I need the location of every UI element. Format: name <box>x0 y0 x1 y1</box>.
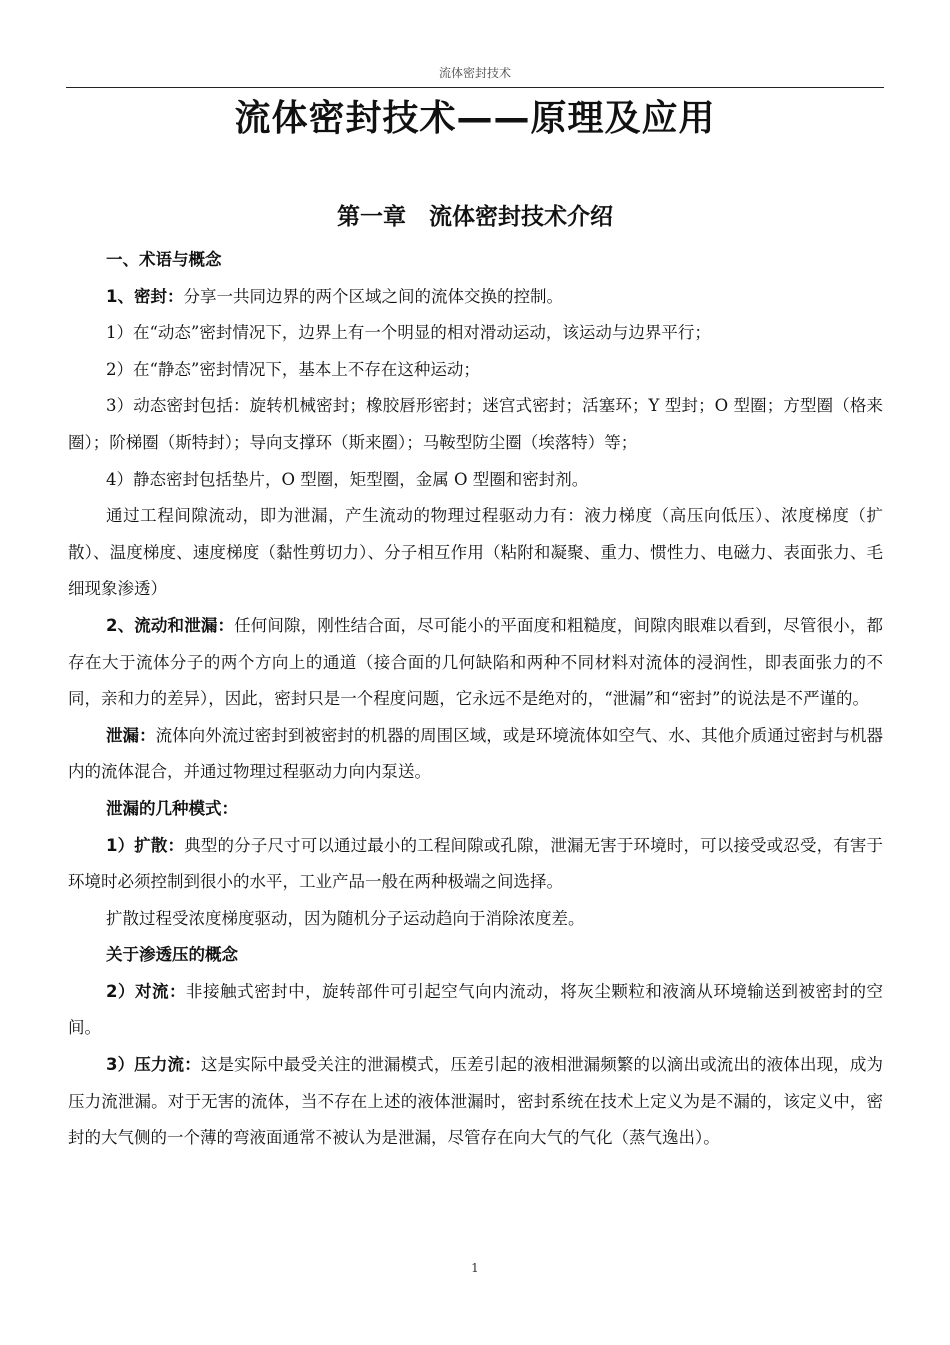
term-pressure-flow: 3）压力流： <box>106 1055 201 1075</box>
point-static: 2）在“静态”密封情况下，基本上不存在这种运动； <box>106 359 480 379</box>
point-dynamic: 1）在“动态”密封情况下，边界上有一个明显的相对滑动运动，该运动与边界平行； <box>106 323 711 343</box>
point-dynamic-types: 3）动态密封包括：旋转机械密封；橡胶唇形密封；迷宫式密封；活塞环；Y 型封；O 型圈；方型圈（格来圈）；阶梯圈（斯特封）；导向支撑环（斯来圈）；马鞍型防尘圈（埃落特）等； <box>68 396 883 452</box>
chapter-title: 第一章 流体密封技术介绍 <box>337 204 613 230</box>
pressure-flow-text: 这是实际中最受关注的泄漏模式，压差引起的液相泄漏频繁的以滴出或流出的液体出现，成为压力流泄漏。对于无害的流体，当不存在上述的液体泄漏时，密封系统在技术上定义为是不漏的，该定义中，密封的大气侧的一个薄的弯液面通常不被认为是泄漏，尽管存在向大气的气化（蒸气逸出）。 <box>68 1055 884 1148</box>
point-static-types: 4）静态密封包括垫片，O 型圈，矩型圈，金属 O 型圈和密封剂。 <box>106 469 589 489</box>
seal-definition: 分享一共同边界的两个区域之间的流体交换的控制。 <box>183 286 563 306</box>
term-diffusion: 1）扩散： <box>106 835 185 855</box>
diffusion-text: 典型的分子尺寸可以通过最小的工程间隙或孔隙，泄漏无害于环境时，可以接受或忍受，有害于环境时必须控制到很小的水平，工业产品一般在两种极端之间选择。 <box>68 835 884 892</box>
section-heading: 一、术语与概念 <box>106 250 222 269</box>
paragraph-convection <box>68 974 883 1047</box>
paragraph-leak-definition <box>68 718 883 791</box>
term-flow-leak: 2、流动和泄漏： <box>106 615 235 635</box>
page-number: 1 <box>471 1261 479 1275</box>
flow-leak-text: 任何间隙，刚性结合面，尽可能小的平面度和粗糙度，间隙肉眼难以看到，尽管很小，都存在大于流体分子的两个方向上的通道（接合面的几何缺陷和两种不同材料对流体的浸润性，即表面张力的不同，亲和力的差异），因此，密封只是一个程度问题，它永远不是绝对的，“泄漏”和“密封”的说法是不严谨的。 <box>68 615 884 709</box>
convection-text: 非接触式密封中，旋转部件可引起空气向内流动，将灰尘颗粒和液滴从环境输送到被密封的空间。 <box>68 981 884 1038</box>
paragraph-seal-definition <box>68 279 883 316</box>
document-body <box>68 242 883 1157</box>
paragraph-driving-forces: 通过工程间隙流动，即为泄漏，产生流动的物理过程驱动力有：液力梯度（高压向低压）、浓度梯度（扩散）、温度梯度、速度梯度（黏性剪切力）、分子相互作用（粘附和凝聚、重力、惯性力、电磁力、表面张力、毛细现象渗透） <box>68 506 883 599</box>
osmosis-heading: 关于渗透压的概念 <box>106 945 238 965</box>
term-seal: 1、密封： <box>106 286 184 306</box>
running-header: 流体密封技术 <box>438 66 511 80</box>
modes-heading: 泄漏的几种模式： <box>106 798 238 818</box>
paragraph-flow-leak <box>68 608 883 718</box>
header-rule <box>66 87 884 88</box>
document-title: 流体密封技术——原理及应用 <box>234 98 716 139</box>
paragraph-pressure-flow <box>68 1047 883 1157</box>
paragraph-diffusion-note: 扩散过程受浓度梯度驱动，因为随机分子运动趋向于消除浓度差。 <box>106 908 585 928</box>
paragraph-diffusion <box>68 828 883 901</box>
term-convection: 2）对流： <box>106 981 187 1001</box>
term-leak: 泄漏： <box>106 725 156 745</box>
leak-text: 流体向外流过密封到被密封的机器的周围区域，或是环境流体如空气、水、其他介质通过密封与机器内的流体混合，并通过物理过程驱动力向内泵送。 <box>68 725 884 782</box>
